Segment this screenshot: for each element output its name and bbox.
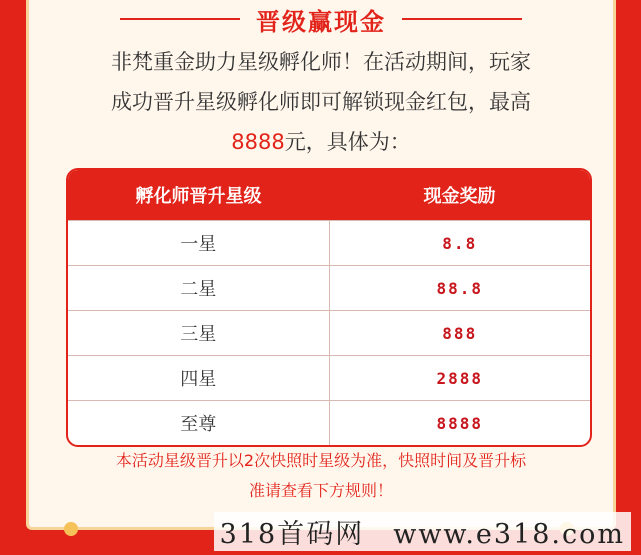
header-reward: 现金奖励 — [423, 186, 496, 207]
intro-text — [67, 42, 575, 162]
table-row — [68, 220, 590, 265]
intro-line-2: 成功晋升星级孵化师即可解锁现金红包，最高 — [111, 90, 531, 114]
reward-cell: 2888 — [436, 368, 484, 388]
reward-table — [66, 168, 592, 447]
note-line-2: 准请查看下方规则！ — [248, 481, 393, 500]
level-cell: 一星 — [68, 221, 330, 265]
level-cell: 四星 — [68, 356, 330, 400]
info-card — [26, 0, 616, 530]
intro-line-3-rest: 元，具体为： — [284, 130, 411, 154]
header-level: 孵化师晋升星级 — [135, 186, 262, 207]
table-row — [68, 355, 590, 400]
table-row — [68, 265, 590, 310]
rules-note — [67, 446, 575, 506]
max-amount: 8888 — [231, 130, 285, 154]
table-row — [68, 310, 590, 355]
note-line-1: 本活动星级晋升以2次快照时星级为准，快照时间及晋升标 — [115, 451, 527, 470]
level-cell: 至尊 — [68, 401, 330, 445]
table-row — [68, 400, 590, 445]
reward-cell: 88.8 — [436, 278, 484, 298]
section-title: 晋级赢现金 — [256, 7, 386, 36]
level-cell: 三星 — [68, 311, 330, 355]
heading-divider-right — [402, 18, 522, 20]
level-cell: 二星 — [68, 266, 330, 310]
decor-dot-left — [64, 522, 78, 536]
reward-cell: 8888 — [436, 413, 484, 433]
reward-cell: 888 — [442, 323, 478, 343]
section-heading — [29, 2, 613, 36]
intro-line-3 — [67, 122, 575, 162]
table-header — [68, 170, 590, 220]
intro-line-1: 非梵重金助力星级孵化师！在活动期间，玩家 — [111, 50, 531, 74]
heading-divider-left — [120, 18, 240, 20]
reward-cell: 8.8 — [442, 233, 478, 253]
watermark: 318首码网 www.e318.com — [214, 512, 631, 551]
